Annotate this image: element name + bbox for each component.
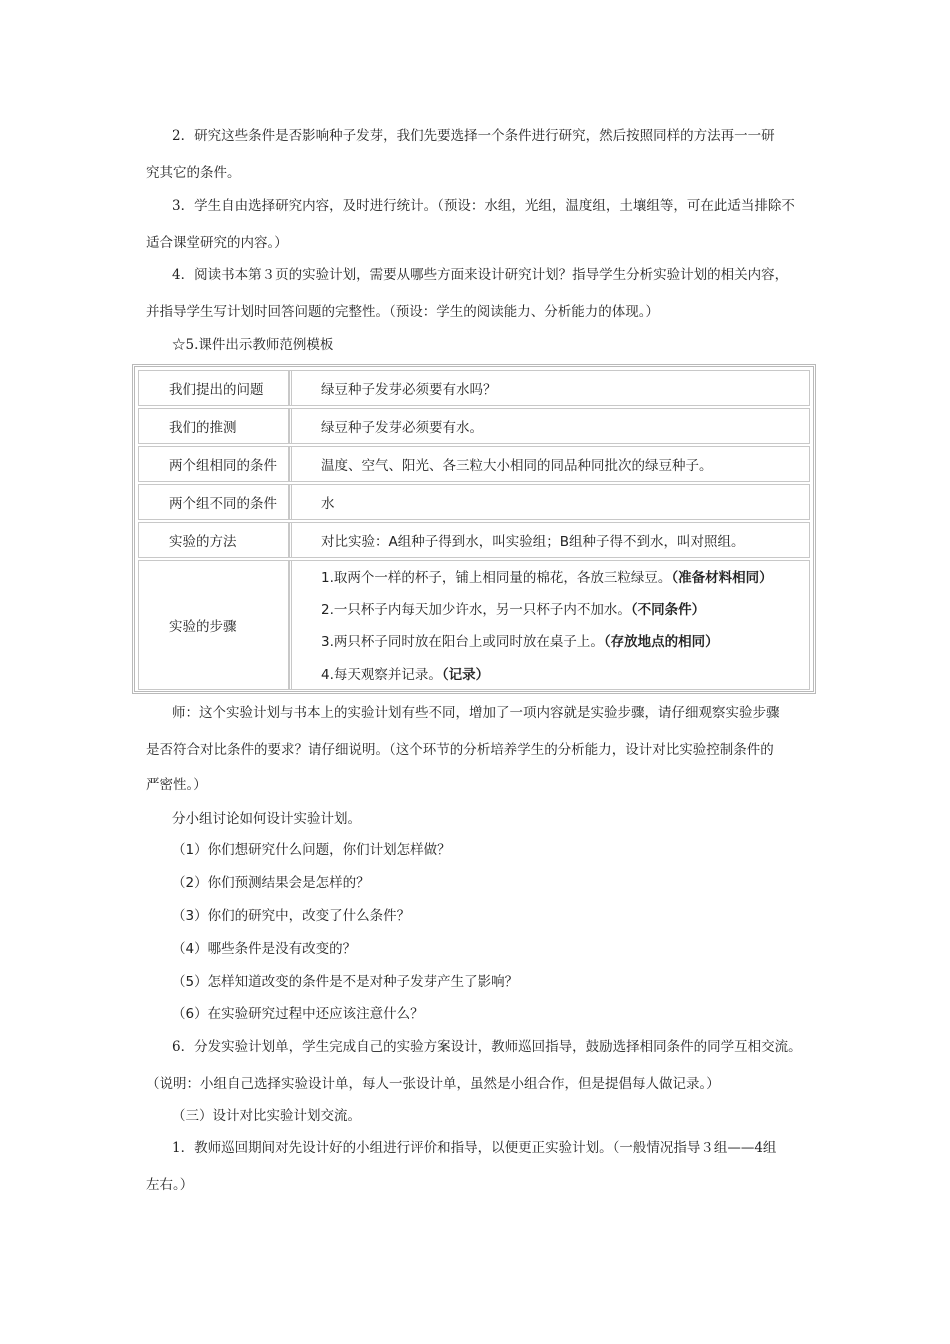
row-label: 我们提出的问题 — [139, 371, 289, 405]
row-value: 绿豆种子发芽必须要有水。 — [321, 420, 483, 436]
paragraph-6-line2: （说明：小组自己选择实验设计单，每人一张设计单，虽然是小组合作，但是提倡每人做记录。） — [146, 1076, 720, 1092]
question-item: （4）哪些条件是没有改变的？ — [172, 941, 357, 957]
row-label: 我们的推测 — [139, 409, 289, 443]
question-item: （3）你们的研究中，改变了什么条件？ — [172, 908, 411, 924]
table-row — [138, 370, 810, 406]
column-divider — [289, 561, 292, 689]
table-row-steps — [138, 560, 810, 690]
column-divider — [289, 485, 292, 519]
question-item: （2）你们预测结果会是怎样的？ — [172, 875, 370, 891]
row-label: 实验的方法 — [139, 523, 289, 557]
section-heading: （三）设计对比实验计划交流。 — [172, 1108, 361, 1124]
table-row — [138, 522, 810, 558]
paragraph-3-line2: 适合课堂研究的内容。） — [146, 235, 288, 251]
paragraph-2-line2: 究其它的条件。 — [146, 165, 241, 181]
row-value: 绿豆种子发芽必须要有水吗？ — [321, 382, 497, 398]
step-item — [321, 566, 773, 586]
question-item: （6）在实验研究过程中还应该注意什么？ — [172, 1006, 424, 1022]
step-note: （记录） — [441, 667, 490, 683]
paragraph-4-line1: 4．阅读书本第３页的实验计划，需要从哪些方面来设计研究计划？指导学生分析实验计划的相关内容， — [172, 267, 789, 283]
step-text: 4.每天观察并记录。 — [321, 667, 442, 683]
question-item: （1）你们想研究什么问题，你们计划怎样做？ — [172, 842, 451, 858]
teacher-paragraph-line2: 是否符合对比条件的要求？请仔细说明。（这个环节的分析培养学生的分析能力，设计对比实验控制条件的 — [146, 742, 774, 758]
column-divider — [289, 409, 292, 443]
step-text: 2.一只杯子内每天加少许水，另一只杯子内不加水。 — [321, 602, 631, 618]
template-heading: ☆5.课件出示教师范例模板 — [172, 337, 334, 353]
step-item — [321, 598, 705, 618]
table-row — [138, 408, 810, 444]
row-value: 对比实验：A组种子得到水，叫实验组；B组种子得不到水，叫对照组。 — [321, 534, 745, 550]
step-note: （存放地点的相同） — [603, 634, 719, 650]
paragraph-2-line1: 2．研究这些条件是否影响种子发芽，我们先要选择一个条件进行研究，然后按照同样的方法再一一研 — [172, 128, 775, 144]
teacher-paragraph-line1: 师：这个实验计划与书本上的实验计划有些不同，增加了一项内容就是实验步骤，请仔细观察实验步骤 — [172, 705, 780, 721]
question-item: （5）怎样知道改变的条件是不是对种子发芽产生了影响？ — [172, 974, 519, 990]
step-note: （不同条件） — [630, 602, 706, 618]
row-value: 温度、空气、阳光、各三粒大小相同的同品种同批次的绿豆种子。 — [321, 458, 713, 474]
step-note: （准备材料相同） — [671, 570, 773, 586]
group-discussion: 分小组讨论如何设计实验计划。 — [172, 811, 361, 827]
step-item — [321, 630, 719, 650]
row-value: 水 — [321, 496, 335, 512]
table-row — [138, 446, 810, 482]
step-text: 1.取两个一样的杯子，铺上相同量的棉花，各放三粒绿豆。 — [321, 570, 672, 586]
teacher-paragraph-line3: 严密性。） — [146, 777, 207, 793]
step-text: 3.两只杯子同时放在阳台上或同时放在桌子上。 — [321, 634, 604, 650]
row-label: 两个组不同的条件 — [139, 485, 289, 519]
paragraph-3-line1: 3．学生自由选择研究内容，及时进行统计。（预设：水组，光组，温度组，土壤组等，可在此适当排除不 — [172, 198, 795, 214]
column-divider — [289, 371, 292, 405]
step-item — [321, 663, 489, 683]
paragraph-7-line2: 左右。） — [146, 1177, 194, 1193]
row-label: 两个组相同的条件 — [139, 447, 289, 481]
table-row — [138, 484, 810, 520]
experiment-plan-table — [132, 364, 816, 694]
paragraph-6-line1: 6．分发实验计划单，学生完成自己的实验方案设计，教师巡回指导，鼓励选择相同条件的同学互相交流。 — [172, 1039, 802, 1055]
column-divider — [289, 447, 292, 481]
paragraph-7-line1: 1．教师巡回期间对先设计好的小组进行评价和指导，以便更正实验计划。（一般情况指导３组——4组 — [172, 1140, 777, 1156]
paragraph-4-line2: 并指导学生写计划时回答问题的完整性。（预设：学生的阅读能力、分析能力的体现。） — [146, 304, 659, 320]
row-label: 实验的步骤 — [139, 561, 289, 689]
column-divider — [289, 523, 292, 557]
